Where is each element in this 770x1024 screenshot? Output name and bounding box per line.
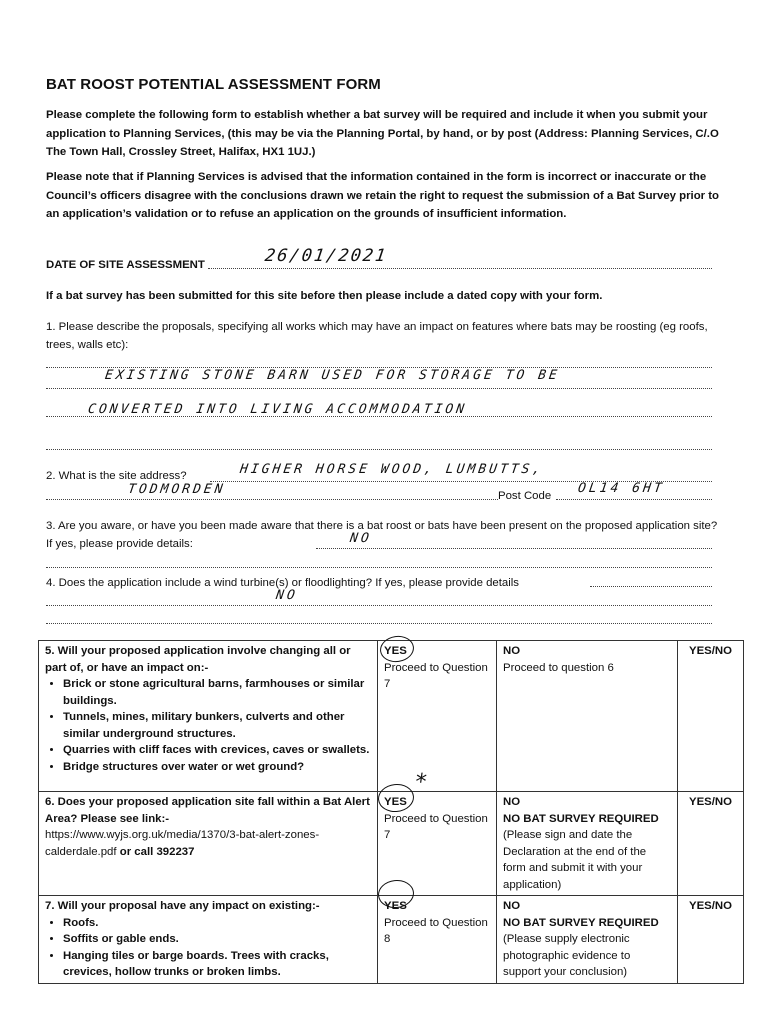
q5-bullet: • Brick or stone agricultural barns, farmhouses or similar buildings. (63, 676, 371, 709)
q4-answer: NO (274, 588, 299, 603)
q7-no-cell[interactable] (497, 896, 678, 984)
q2-text: 2. What is the site address? (46, 470, 187, 482)
q3-answer: NO (348, 531, 373, 546)
q2-answer-line2: TODMORDEN (126, 482, 227, 497)
q1-line-2[interactable] (46, 388, 712, 389)
q5-yes-action: Proceed to Question 7 (384, 661, 488, 690)
q5-bullet: • Bridge structures over water or wet ground? (63, 759, 371, 776)
q4-text: 4. Does the application include a wind turbine(s) or floodlighting? If yes, please provide details (46, 577, 519, 589)
q4-line-3[interactable] (46, 623, 712, 624)
note-paragraph: Please note that if Planning Services is advised that the information contained in the form is incorrect or inaccurate or the Council’s officers disagree with the conclusions drawn we retain the right to request the submission of a Bat Survey prior to an application’s validation or to refuse an application on the grounds of insufficient information. (46, 171, 720, 220)
date-label: DATE OF SITE ASSESSMENT (46, 259, 205, 271)
q7-bullet: • Hanging tiles or barge boards. Trees with cracks, crevices, hollow trunks or broken limbs. (63, 948, 371, 981)
date-value: 26/01/2021 (263, 246, 389, 266)
q7-bullet: • Roofs. (63, 915, 371, 932)
postcode-label: Post Code (498, 490, 552, 502)
q6-no-required: NO BAT SURVEY REQUIRED (503, 812, 659, 825)
q6-title: 6. Does your proposed application site fall within a Bat Alert Area? Please see link:- (45, 796, 370, 825)
q7-yes-cell[interactable] (378, 896, 497, 984)
intro-paragraph: Please complete the following form to establish whether a bat survey will be required and include it when you submit your application to Planning Services, (this may be via the Planning Portal, by hand, or by post (Address: Planning Services, C/.O The Town Hall, Crossley Street, Halifax, HX1 1UJ.) (46, 109, 719, 158)
q7-no-label: NO (503, 900, 521, 912)
q7-question-cell (39, 896, 378, 984)
q5-yes-cell[interactable] (378, 641, 497, 792)
q5-yesno-cell[interactable]: YES/NO (678, 641, 744, 792)
q7-yes-label: YES (384, 900, 407, 912)
q1-line-4[interactable] (46, 449, 712, 450)
q1-line-3[interactable] (46, 416, 712, 417)
form-title: BAT ROOST POTENTIAL ASSESSMENT FORM (46, 76, 381, 93)
q5-bullet: • Quarries with cliff faces with crevices, caves or swallets. (63, 742, 371, 759)
q5-title: 5. Will your proposed application involve changing all or part of, or have an impact on:- (45, 645, 351, 674)
q7-yesno-cell[interactable]: YES/NO (678, 896, 744, 984)
q7-no-action: (Please supply electronic photographic evidence to support your conclusion) (503, 933, 631, 978)
q4-line-2[interactable] (46, 605, 712, 606)
q6-call: or call 392237 (119, 845, 195, 858)
q7-yes-action: Proceed to Question 8 (384, 916, 488, 945)
q6-no-label: NO (503, 796, 521, 808)
q6-yesno-cell[interactable]: YES/NO (678, 792, 744, 896)
q1-text: 1. Please describe the proposals, specifying all works which may have an impact on features where bats may be roosting (eg roofs, trees, walls etc): (46, 321, 708, 351)
q3-line-1[interactable] (316, 548, 712, 549)
q2-line-2[interactable] (46, 499, 498, 500)
q3-line-2[interactable] (46, 567, 712, 568)
q6-no-action: (Please sign and date the Declaration at the end of the form and submit it with your application) (503, 829, 647, 891)
q7-title: 7. Will your proposal have any impact on existing:- (45, 900, 320, 912)
q3-text: 3. Are you aware, or have you been made aware that there is a bat roost or bats have been present on the proposed application site? If yes, please provide details: (46, 520, 718, 550)
postcode-value: OL14 6HT (576, 481, 666, 496)
q6-yes-label: YES (384, 796, 407, 808)
q6-link[interactable]: https://www.wyjs.org.uk/media/1370/3-bat-alert-zones-calderdale.pdf (45, 829, 320, 858)
date-line[interactable] (208, 268, 712, 269)
q1-answer-line2: CONVERTED INTO LIVING ACCOMMODATION (86, 402, 468, 417)
table-row-q5 (39, 641, 744, 792)
q6-no-cell[interactable] (497, 792, 678, 896)
q6-yes-action: Proceed to Question 7 (384, 812, 488, 841)
q7-bullets (45, 915, 371, 981)
q7-no-required: NO BAT SURVEY REQUIRED (503, 916, 659, 929)
postcode-line[interactable] (556, 499, 712, 500)
q5-bullet: • Tunnels, mines, military bunkers, culverts and other similar underground structures. (63, 709, 371, 742)
q2-answer-line1: HIGHER HORSE WOOD, LUMBUTTS, (238, 462, 545, 477)
q4-line-1[interactable] (590, 586, 712, 587)
q5-question-cell (39, 641, 378, 792)
q6-asterisk-mark: * (412, 770, 432, 795)
q7-bullet: • Soffits or gable ends. (63, 931, 371, 948)
q6-question-cell (39, 792, 378, 896)
q1-answer-line1: EXISTING STONE BARN USED FOR STORAGE TO BE (103, 368, 561, 383)
prior-survey-note: If a bat survey has been submitted for this site before then please include a dated copy with your form. (46, 290, 603, 302)
q5-no-label: NO (503, 645, 521, 657)
q5-yes-label: YES (384, 645, 407, 657)
table-row-q7 (39, 896, 744, 984)
q5-no-action: Proceed to question 6 (503, 661, 614, 674)
q5-no-cell[interactable] (497, 641, 678, 792)
q5-bullets (45, 676, 371, 775)
